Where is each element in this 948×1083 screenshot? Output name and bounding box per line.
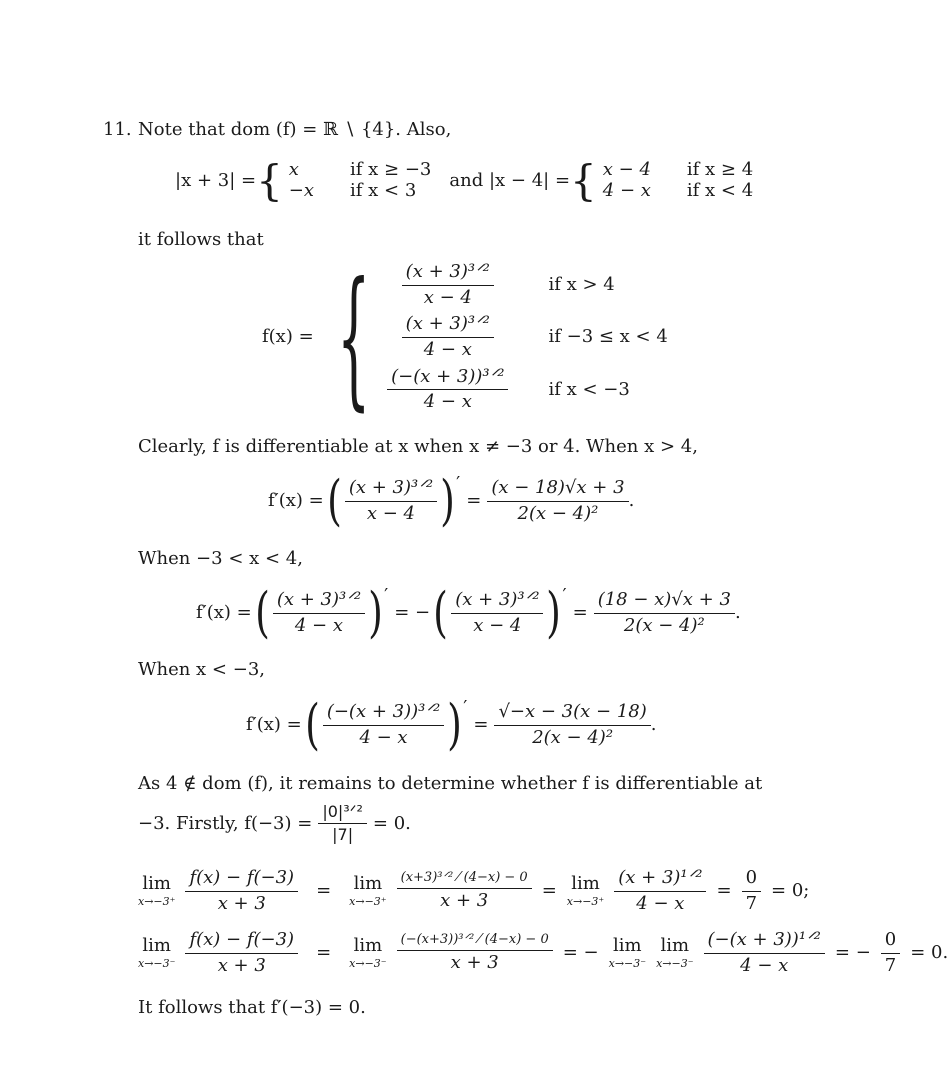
derivative-case-2 [196,581,741,644]
left-paren: ( [254,581,270,644]
lim-right-2: lim x→−3⁺ [349,872,387,909]
abs2-cond1: if x ≥ 4 [686,159,754,181]
lim-right-reduced: $\frac{\text{(x + 3)¹ᐟ²}}{4 - x}$ [614,868,706,914]
firstly-fraction: $\frac{\text{|0|³ᐟ²}}{|7|}$ [318,803,367,845]
remains-text: As 4 ∉ dom (f), it remains to determine whether f is differentiable at [138,773,763,794]
equals-minus: = − [562,941,599,963]
abs1-cond1: if x ≥ −3 [350,159,432,181]
fdef-cond2: if −3 ≤ x < 4 [548,326,668,348]
when-middle-text: When −3 < x < 4, [138,548,303,569]
lim-right-inner: $\frac{\text{(x+3)³ᐟ² ⁄ (4−x) − 0}}{x + 3}$ [397,871,532,912]
left-paren: ( [326,469,342,532]
right-paren: ) [546,581,562,644]
firstly-text: −3. Firstly, f(−3) = [138,812,313,834]
d2-result: $\frac{(18 - x)√x + 3}{\text{2(x − 4)²}}$ [594,590,735,636]
period: . [628,489,635,511]
period: . [734,601,741,623]
lim-left-zero-over-seven: $\frac{0}{7}$ [881,930,900,976]
abs1-row1: x [288,159,299,181]
abs2-row1: x − 4 [602,159,651,181]
fdef-cond1: if x > 4 [548,273,615,295]
abs2-cond2: if x < 4 [686,180,754,201]
prime-mark: ′ [463,697,468,718]
derivative-case-3 [246,693,657,756]
d1-inner-fraction: $\frac{\text{(x + 3)³ᐟ²}}{x - 4}$ [345,478,437,524]
equals-minus: = − [834,941,871,963]
derivative-case-1 [268,469,635,532]
limit-left-row [138,930,948,976]
intro-text: Note that dom (f) = ℝ ∖ {4}. Also, [138,119,452,140]
brace-icon: { [336,250,371,425]
left-paren: ( [433,581,449,644]
lim-left-quotient: $\frac{f(x) - f(-3)}{x + 3}$ [185,930,298,976]
abs2-lhs: and |x − 4| = [449,169,571,191]
abs-x-plus-3 [175,156,754,205]
limit-right-row [138,868,809,914]
fdef-lhs: f(x) = [262,326,314,348]
lim-left-4: lim x→−3⁻ [656,934,694,971]
fdef-case2: $\frac{\text{(x + 3)³ᐟ²}}{4 - x}$ [387,314,508,360]
clearly-text: Clearly, f is differentiable at x when x ≠ −3 or 4. When x > 4, [138,436,698,457]
d3-lhs: f′(x) = [246,713,302,735]
lim-left-end: = 0. [910,941,948,963]
lim-left-2: lim x→−3⁻ [349,934,387,971]
abs1-lhs: |x + 3| = [175,169,257,191]
fdef-case1: $\frac{\text{(x + 3)³ᐟ²}}{x - 4}$ [387,262,508,308]
lim-left-3: lim x→−3⁻ [608,934,647,971]
follows-text: it follows that [138,229,264,250]
lim-right-end: = 0; [771,879,810,901]
d1-lhs: f′(x) = [268,489,324,511]
f-definition [262,250,668,425]
brace-icon: { [256,156,283,205]
lim-left-1: lim x→−3⁻ [138,934,176,971]
prime-mark: ′ [456,473,461,494]
lim-right-3: lim x→−3⁺ [566,872,605,909]
abs1-row2: −x [288,180,315,201]
d3-result: $\frac{√-x - 3(x - 18)}{\text{2(x − 4)²}}$ [494,702,650,748]
d3-inner-fraction: $\frac{\text{(−(x + 3))³ᐟ²}}{4 - x}$ [323,702,444,748]
right-paren: ) [447,693,463,756]
equals-sign: = [716,879,732,901]
prime-mark: ′ [384,585,389,606]
lim-right-quotient: $\frac{f(x) - f(-3)}{x + 3}$ [185,868,298,914]
equals-sign: = [466,489,482,511]
problem-number: 11. [103,119,132,140]
brace-icon: { [570,156,597,205]
lim-left-reduced: $\frac{\text{(−(x + 3))¹ᐟ²}}{4 - x}$ [704,930,825,976]
d2-lhs: f′(x) = [196,601,252,623]
d2-fraction-a: $\frac{\text{(x + 3)³ᐟ²}}{4 - x}$ [273,590,365,636]
fdef-cond3: if x < −3 [548,378,630,400]
right-paren: ) [440,469,455,532]
when-left-text: When x < −3, [138,659,265,680]
equals-sign: = [541,879,557,901]
conclusion-text: It follows that f′(−3) = 0. [138,997,366,1018]
equals-sign: = [316,879,332,901]
prime-mark: ′ [562,585,567,606]
equals-sign: = [473,713,489,735]
equals-sign: = [316,941,332,963]
left-paren: ( [304,693,320,756]
period: . [650,713,657,735]
d2-fraction-b: $\frac{\text{(x + 3)³ᐟ²}}{x - 4}$ [451,590,543,636]
firstly-line [138,803,411,845]
firstly-end: = 0. [372,812,411,834]
abs2-row2: 4 − x [602,180,651,201]
d1-result: $\frac{(x - 18)√x + 3}{\text{2(x − 4)²}}$ [487,478,628,524]
fdef-case3: $\frac{\text{(−(x + 3))³ᐟ²}}{4 - x}$ [387,367,508,413]
right-paren: ) [368,581,383,644]
abs1-cond2: if x < 3 [350,180,417,201]
lim-left-inner: $\frac{\text{(−(x+3))³ᐟ² ⁄ (4−x) − 0}}{x + 3}$ [397,933,553,974]
equals-sign: = [572,601,588,623]
lim-right-zero-over-seven: $\frac{0}{7}$ [742,868,761,914]
d2-mid: = − [394,601,431,623]
lim-right-1: lim x→−3⁺ [138,872,176,909]
